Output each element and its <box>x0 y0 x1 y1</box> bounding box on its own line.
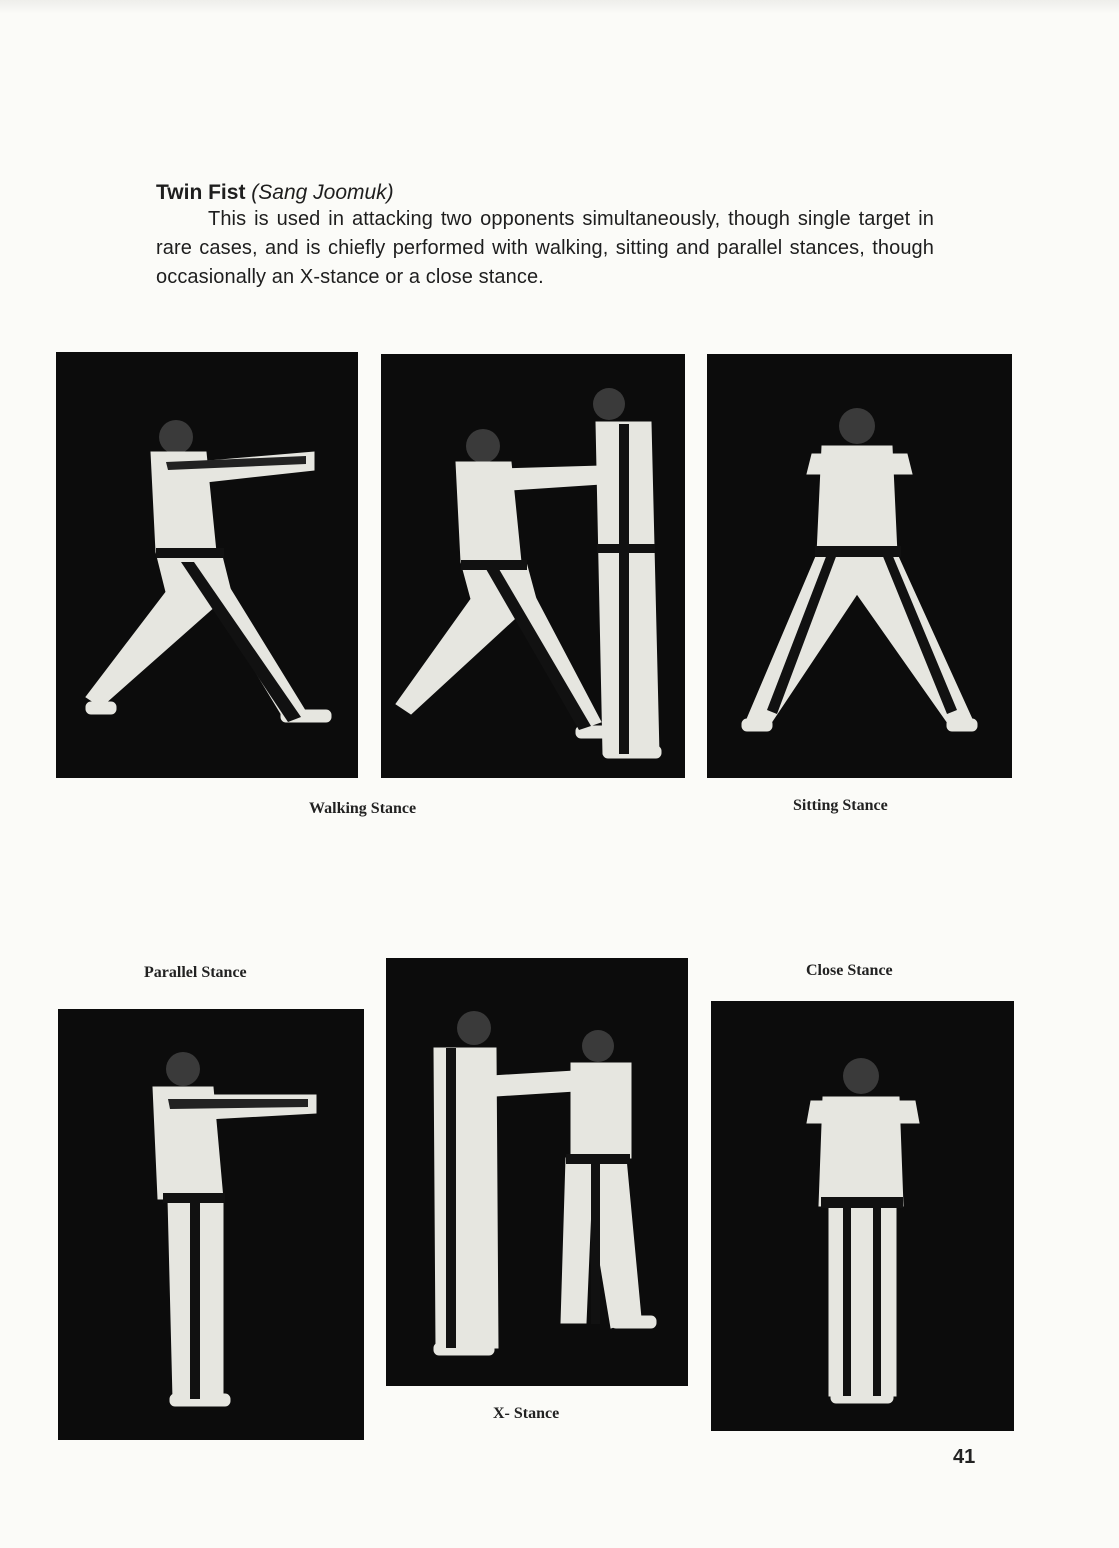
caption-close-stance: Close Stance <box>806 962 893 979</box>
photo-walking-stance-solo <box>56 352 358 778</box>
caption-x-stance: X- Stance <box>493 1405 560 1422</box>
page-number: 41 <box>953 1446 976 1468</box>
photo-walking-stance-partner <box>381 354 685 778</box>
heading-title: Twin Fist <box>156 181 246 204</box>
body-paragraph: This is used in attacking two opponents simultaneously, though single target in rare cases, and is chiefly performed with walking, sitting and parallel stances, though occasionally an X-stance or a close stance. <box>156 208 934 288</box>
heading-subtitle: (Sang Joomuk) <box>251 181 394 204</box>
photo-sitting-stance <box>707 354 1012 778</box>
caption-sitting-stance: Sitting Stance <box>793 797 888 814</box>
caption-walking-stance: Walking Stance <box>309 800 417 817</box>
photo-close-stance <box>711 1001 1014 1431</box>
section-heading <box>156 180 956 206</box>
caption-parallel-stance: Parallel Stance <box>144 964 247 981</box>
photo-x-stance <box>386 958 688 1386</box>
photo-parallel-stance <box>58 1009 364 1440</box>
scan-edge <box>0 0 1119 14</box>
